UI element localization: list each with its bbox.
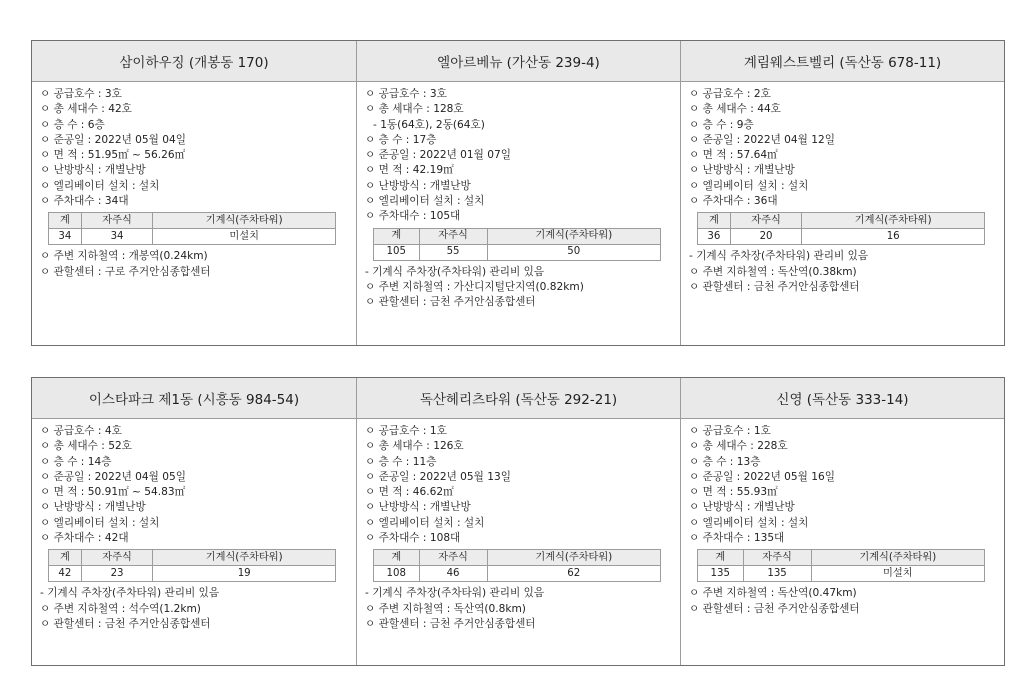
- note-line: ㅇ 관할센터 : 금천 주거안심종합센터: [40, 617, 211, 630]
- info-line: ㅇ 준공일 : 2022년 04월 12일: [689, 133, 835, 146]
- complex-title: 삼이하우징 (개봉동 170): [32, 41, 356, 82]
- note-line: - 기계식 주차장(주차타워) 관리비 있음: [689, 250, 869, 263]
- info-line: ㅇ 공급호수 : 4호: [40, 425, 122, 437]
- note-line: ㅇ 관할센터 : 금천 주거안심종합센터: [365, 296, 536, 309]
- parking-value-cell: 108: [374, 566, 420, 582]
- complex-title: 신영 (독산동 333-14): [681, 378, 1004, 419]
- parking-header-cell: 기계식(주차타워): [153, 550, 336, 566]
- parking-value-cell: 62: [487, 566, 660, 582]
- info-line: ㅇ 난방방식 : 개별난방: [365, 501, 471, 514]
- parking-value-cell: 34: [81, 229, 153, 245]
- complex-card: [680, 378, 1004, 665]
- info-line: ㅇ 엘리베이터 설치 : 설치: [40, 516, 160, 529]
- info-line: ㅇ 주차대수 : 105대: [365, 210, 461, 223]
- info-line: ㅇ 층 수 : 6층: [40, 118, 105, 131]
- info-line: ㅇ 준공일 : 2022년 01월 07일: [365, 149, 511, 162]
- note-line: ㅇ 관할센터 : 구로 주거안심종합센터: [40, 265, 211, 278]
- parking-value-cell: 50: [487, 244, 660, 260]
- parking-header-cell: 계: [374, 228, 420, 244]
- parking-header-cell: 기계식(주차타워): [811, 550, 984, 566]
- info-line: ㅇ 준공일 : 2022년 05월 04일: [40, 133, 186, 146]
- parking-header-row: [49, 550, 336, 566]
- note-line: ㅇ 주변 지하철역 : 독산역(0.8km): [365, 602, 526, 615]
- note-line: ㅇ 관할센터 : 금천 주거안심종합센터: [689, 280, 860, 293]
- info-line: ㅇ 면 적 : 50.91㎡ ~ 54.83㎡: [40, 486, 186, 499]
- info-line: ㅇ 난방방식 : 개별난방: [689, 501, 795, 514]
- parking-value-cell: 42: [49, 566, 82, 582]
- housing-panel-top: [31, 40, 1005, 346]
- info-line: ㅇ 엘리베이터 설치 : 설치: [365, 516, 485, 529]
- info-line: ㅇ 난방방식 : 개별난방: [40, 164, 146, 177]
- note-line: - 기계식 주차장(주차타워) 관리비 있음: [365, 587, 545, 600]
- info-line: ㅇ 면 적 : 42.19㎡: [365, 164, 454, 177]
- parking-header-row: [374, 550, 661, 566]
- info-line: ㅇ 공급호수 : 3호: [365, 88, 447, 100]
- info-line: ㅇ 준공일 : 2022년 04월 05일: [40, 470, 186, 483]
- note-line: ㅇ 관할센터 : 금천 주거안심종합센터: [365, 617, 536, 630]
- parking-header-cell: 기계식(주차타워): [802, 213, 985, 229]
- parking-header-row: [49, 213, 336, 229]
- parking-header-cell: 계: [374, 550, 420, 566]
- complex-title: 이스타파크 제1동 (시흥동 984-54): [32, 378, 356, 419]
- parking-header-cell: 자주식: [81, 550, 153, 566]
- parking-value-cell: 135: [698, 566, 744, 582]
- housing-panel-bottom: [31, 377, 1005, 666]
- parking-value-cell: 135: [743, 566, 811, 582]
- parking-header-cell: 계: [49, 550, 82, 566]
- parking-value-cell: 미설치: [811, 566, 984, 582]
- parking-table: [373, 228, 661, 261]
- info-line: ㅇ 준공일 : 2022년 05월 16일: [689, 470, 835, 483]
- complex-details: [32, 419, 356, 632]
- complex-details: [357, 82, 680, 311]
- info-line: ㅇ 총 세대수 : 44호: [689, 103, 781, 116]
- parking-value-cell: 23: [81, 566, 153, 582]
- parking-header-cell: 자주식: [419, 550, 487, 566]
- parking-table: [48, 549, 336, 582]
- info-line: ㅇ 난방방식 : 개별난방: [40, 501, 146, 514]
- info-line: ㅇ 층 수 : 11층: [365, 455, 437, 468]
- info-line: ㅇ 층 수 : 14층: [40, 455, 112, 468]
- info-line: ㅇ 공급호수 : 1호: [689, 425, 771, 437]
- complex-details: [32, 82, 356, 280]
- parking-header-cell: 자주식: [730, 213, 802, 229]
- complex-card: [356, 378, 680, 665]
- complex-card: [680, 41, 1004, 345]
- parking-value-cell: 20: [730, 229, 802, 245]
- parking-header-cell: 기계식(주차타워): [153, 213, 336, 229]
- info-line: ㅇ 면 적 : 51.95㎡ ~ 56.26㎡: [40, 149, 186, 162]
- parking-table: [697, 212, 985, 245]
- parking-value-row: [374, 244, 661, 260]
- parking-table: [373, 549, 661, 582]
- complex-details: [681, 419, 1004, 617]
- info-line: ㅇ 엘리베이터 설치 : 설치: [365, 195, 485, 208]
- parking-header-cell: 계: [49, 213, 82, 229]
- parking-value-cell: 105: [374, 244, 420, 260]
- note-line: ㅇ 주변 지하철역 : 가산디지털단지역(0.82km): [365, 280, 584, 293]
- info-line: ㅇ 주차대수 : 36대: [689, 195, 778, 208]
- info-line: ㅇ 엘리베이터 설치 : 설치: [689, 179, 809, 192]
- info-line: ㅇ 총 세대수 : 126호: [365, 440, 464, 453]
- note-line: ㅇ 관할센터 : 금천 주거안심종합센터: [689, 602, 860, 615]
- parking-header-row: [698, 550, 985, 566]
- complex-card: [32, 41, 356, 345]
- info-line: ㅇ 총 세대수 : 52호: [40, 440, 132, 453]
- parking-header-row: [698, 213, 985, 229]
- parking-value-cell: 미설치: [153, 229, 336, 245]
- parking-value-cell: 16: [802, 229, 985, 245]
- note-line: ㅇ 주변 지하철역 : 개봉역(0.24km): [40, 250, 208, 263]
- info-line: ㅇ 총 세대수 : 128호: [365, 103, 464, 116]
- parking-header-cell: 자주식: [419, 228, 487, 244]
- parking-table: [697, 549, 985, 582]
- info-line: ㅇ 난방방식 : 개별난방: [365, 179, 471, 192]
- parking-value-row: [49, 229, 336, 245]
- info-line: ㅇ 주차대수 : 34대: [40, 195, 129, 208]
- parking-value-row: [49, 566, 336, 582]
- info-line: ㅇ 엘리베이터 설치 : 설치: [689, 516, 809, 529]
- parking-value-row: [698, 229, 985, 245]
- info-line: ㅇ 공급호수 : 1호: [365, 425, 447, 437]
- info-line: ㅇ 주차대수 : 108대: [365, 532, 461, 545]
- complex-title: 엘아르베뉴 (가산동 239-4): [357, 41, 680, 82]
- info-line: ㅇ 난방방식 : 개별난방: [689, 164, 795, 177]
- info-line: ㅇ 면 적 : 55.93㎡: [689, 486, 778, 499]
- info-line: ㅇ 주차대수 : 135대: [689, 532, 785, 545]
- info-line: ㅇ 총 세대수 : 42호: [40, 103, 132, 116]
- note-line: ㅇ 주변 지하철역 : 독산역(0.38km): [689, 265, 857, 278]
- complex-details: [681, 82, 1004, 295]
- info-line: ㅇ 공급호수 : 3호: [40, 88, 122, 100]
- note-line: ㅇ 주변 지하철역 : 독산역(0.47km): [689, 587, 857, 600]
- info-line: ㅇ 층 수 : 17층: [365, 133, 437, 146]
- complex-title: 독산헤리츠타워 (독산동 292-21): [357, 378, 680, 419]
- info-line: ㅇ 엘리베이터 설치 : 설치: [40, 179, 160, 192]
- info-line: ㅇ 면 적 : 57.64㎡: [689, 149, 778, 162]
- parking-value-cell: 55: [419, 244, 487, 260]
- parking-value-row: [698, 566, 985, 582]
- parking-header-cell: 기계식(주차타워): [487, 550, 660, 566]
- parking-value-cell: 34: [49, 229, 82, 245]
- info-line: - 1동(64호), 2동(64호): [373, 118, 485, 131]
- complex-details: [357, 419, 680, 632]
- info-line: ㅇ 총 세대수 : 228호: [689, 440, 788, 453]
- parking-value-row: [374, 566, 661, 582]
- parking-header-cell: 계: [698, 213, 731, 229]
- complex-title: 계림웨스트벨리 (독산동 678-11): [681, 41, 1004, 82]
- parking-header-cell: 자주식: [743, 550, 811, 566]
- parking-value-cell: 19: [153, 566, 336, 582]
- complex-card: [356, 41, 680, 345]
- parking-value-cell: 36: [698, 229, 731, 245]
- parking-table: [48, 212, 336, 245]
- info-line: ㅇ 층 수 : 13층: [689, 455, 761, 468]
- info-line: ㅇ 준공일 : 2022년 05월 13일: [365, 470, 511, 483]
- complex-card: [32, 378, 356, 665]
- note-line: ㅇ 주변 지하철역 : 석수역(1.2km): [40, 602, 201, 615]
- info-line: ㅇ 면 적 : 46.62㎡: [365, 486, 454, 499]
- info-line: ㅇ 주차대수 : 42대: [40, 532, 129, 545]
- parking-value-cell: 46: [419, 566, 487, 582]
- parking-header-cell: 자주식: [81, 213, 153, 229]
- note-line: - 기계식 주차장(주차타워) 관리비 있음: [365, 265, 545, 278]
- parking-header-cell: 기계식(주차타워): [487, 228, 660, 244]
- info-line: ㅇ 공급호수 : 2호: [689, 88, 771, 100]
- parking-header-cell: 계: [698, 550, 744, 566]
- parking-header-row: [374, 228, 661, 244]
- info-line: ㅇ 층 수 : 9층: [689, 118, 754, 131]
- note-line: - 기계식 주차장(주차타워) 관리비 있음: [40, 587, 220, 600]
